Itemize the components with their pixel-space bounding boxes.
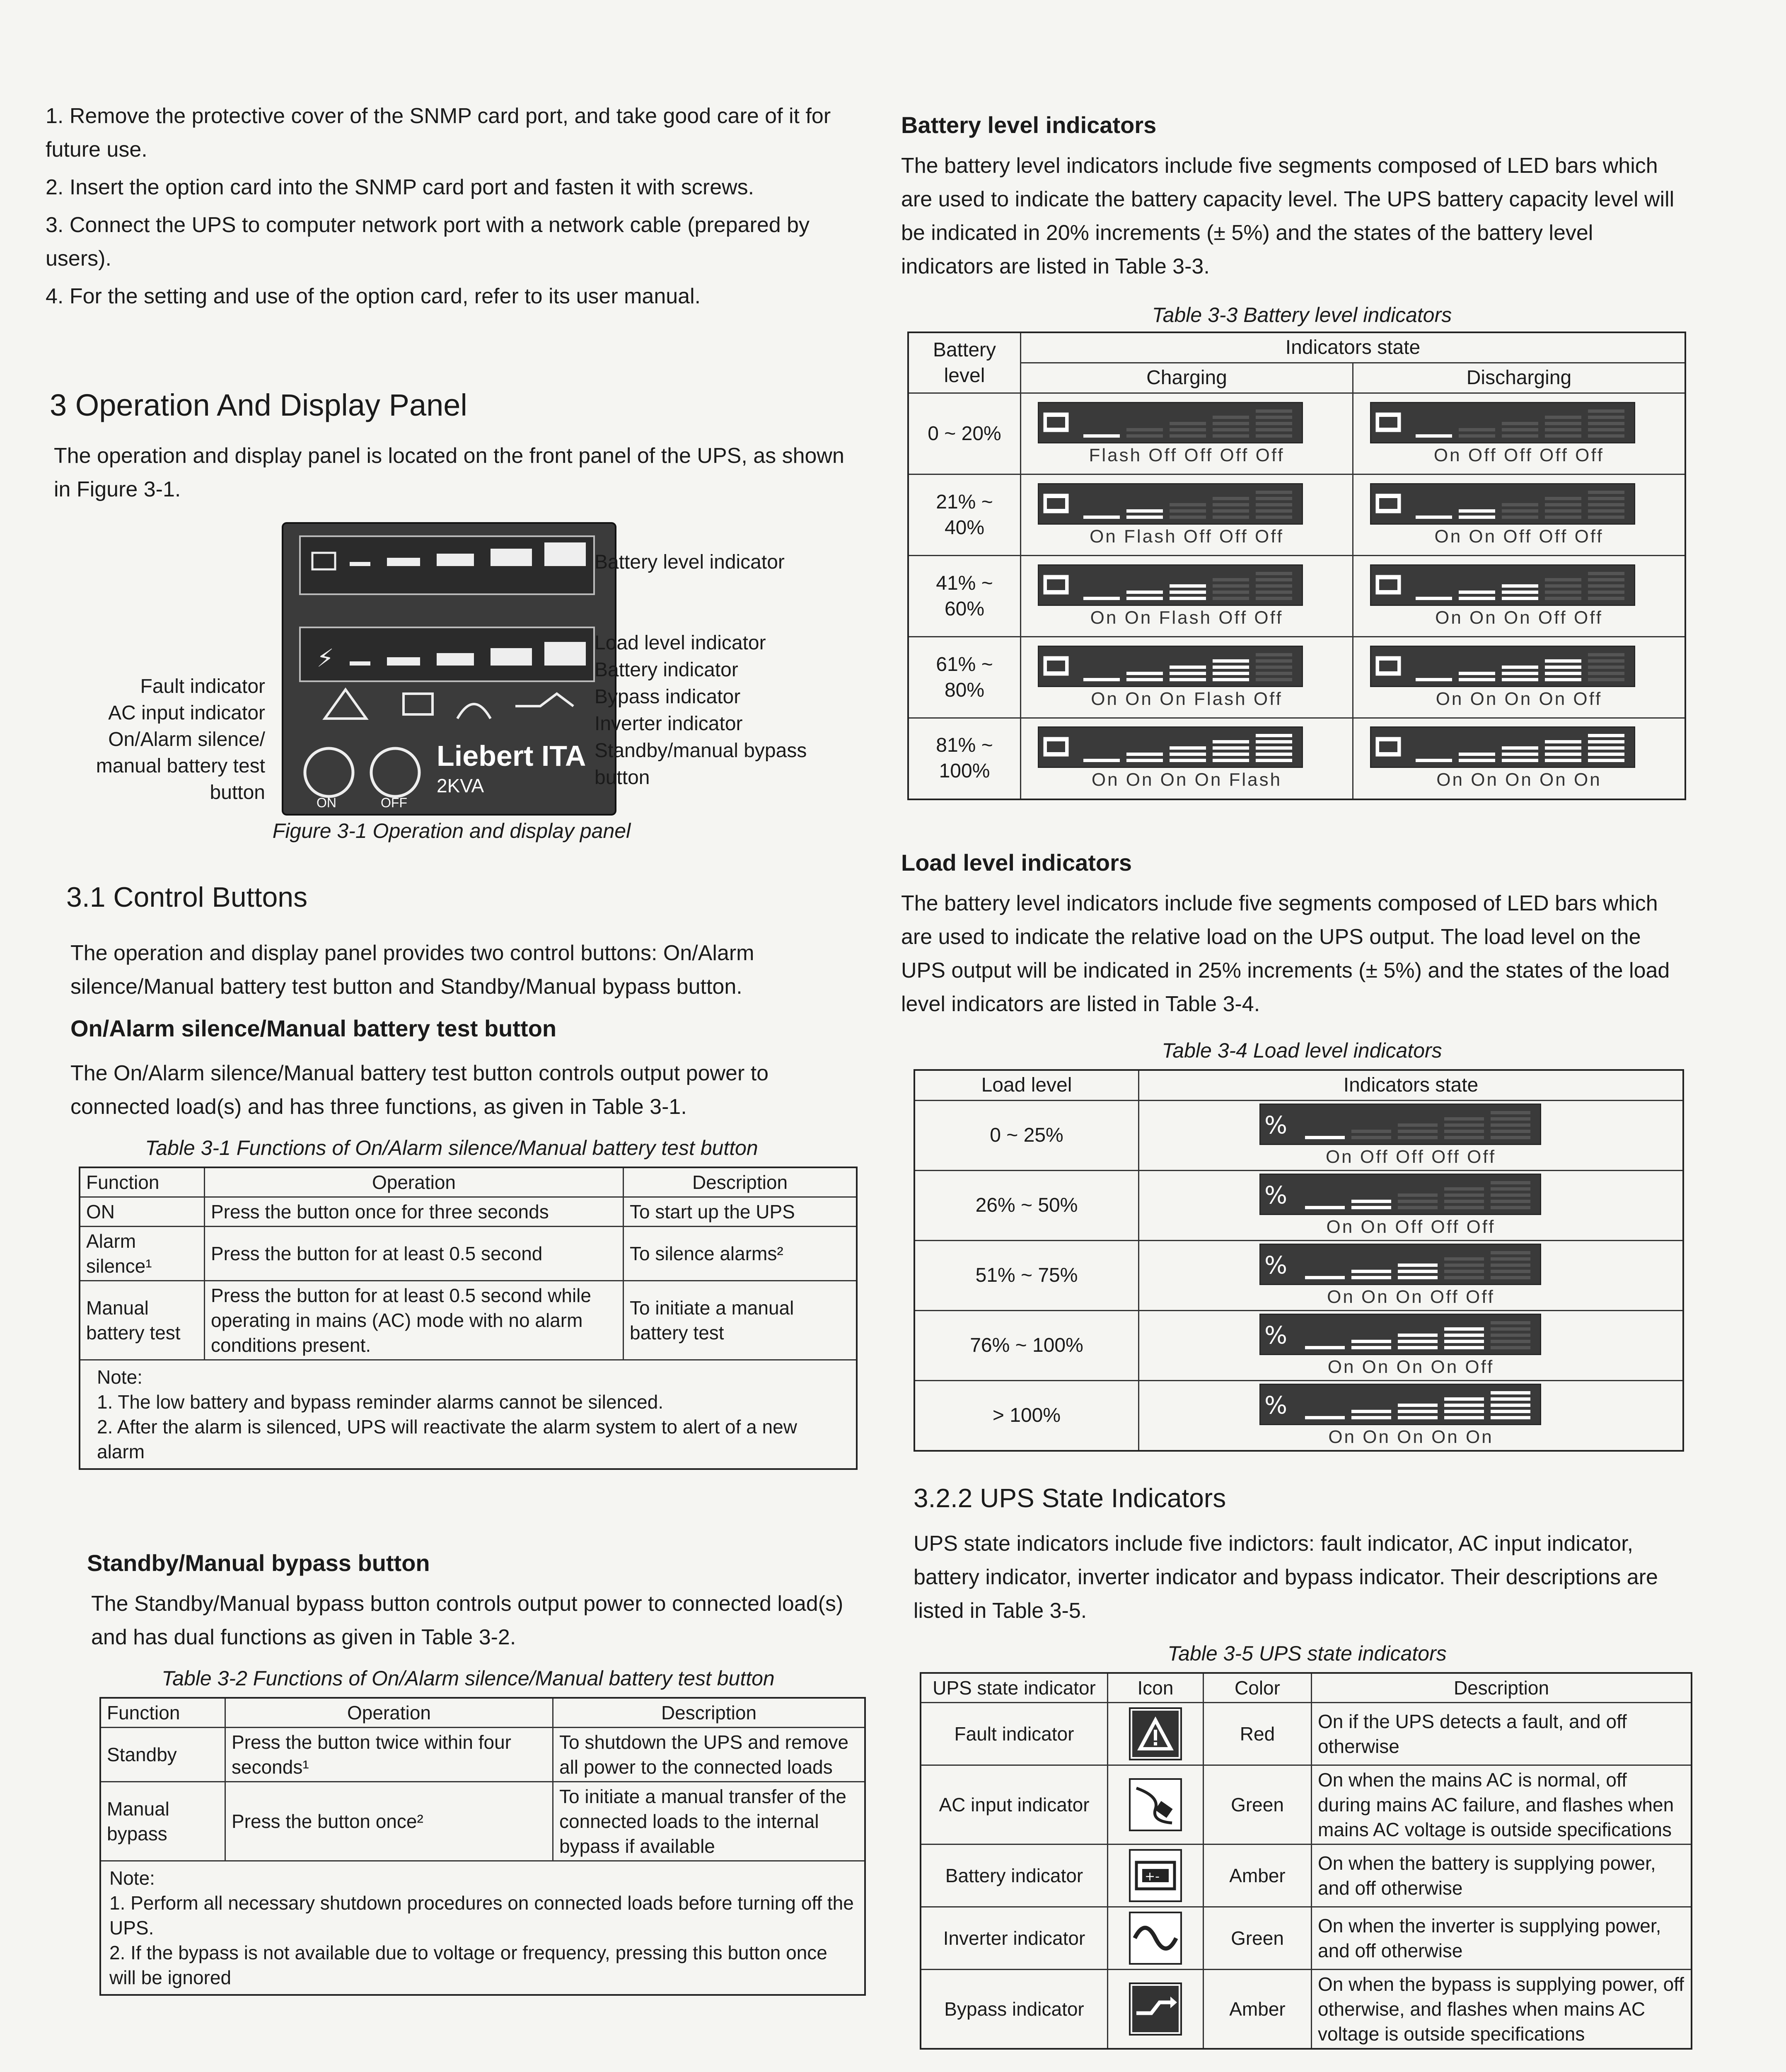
- table-3-2: [99, 1697, 866, 1996]
- t33-header-state: Indicators state: [1021, 332, 1686, 363]
- battery-icon: [1108, 1844, 1204, 1907]
- onalarm-text: The On/Alarm silence/Manual battery test button controls output power to connected load(s) and has three functions, as given in Table 3-1.: [70, 1061, 769, 1119]
- t31-header-function: Function: [80, 1167, 205, 1197]
- label-onalarm-1: On/Alarm silence/: [108, 729, 265, 750]
- t35-indicator-name: AC input indicator: [921, 1765, 1108, 1844]
- table-3-5-caption: Table 3-5 UPS state indicators: [1167, 1642, 1447, 1665]
- table-row: [921, 1844, 1692, 1907]
- t33-discharging-cell: [1353, 637, 1685, 718]
- table-row: [100, 1728, 865, 1782]
- model-label: 2KVA: [437, 775, 484, 796]
- t32-header-description: Description: [553, 1698, 865, 1728]
- battery-level-bars: [1038, 564, 1336, 606]
- on-button-label: ON: [317, 795, 336, 810]
- label-battery-indicator: Battery indicator: [595, 659, 738, 681]
- table-row: [921, 1970, 1692, 2049]
- t32-cell: Manual bypass: [100, 1782, 225, 1861]
- t35-color: Green: [1204, 1907, 1312, 1970]
- left-annotations: [79, 673, 265, 806]
- battery-level-bars: [1038, 402, 1336, 443]
- t31-cell: To start up the UPS: [624, 1197, 857, 1227]
- load-level-text: The battery level indicators include five segments composed of LED bars which are used to indicate the relative load on the UPS output. The load level on the UPS output will be indicated in 25% increments (± 5%) and the states of the load level indicators are listed in Table 3-4.: [901, 891, 1670, 1016]
- svg-text:%: %: [1264, 1181, 1288, 1209]
- brand-logo: Liebert ITA: [437, 740, 586, 772]
- label-load-level: Load level indicator: [595, 632, 766, 654]
- t31-cell: To silence alarms²: [624, 1227, 857, 1281]
- section322-text: UPS state indicators include five indictors: fault indicator, AC input indicator, battery indicator, inverter indicator and bypass indicator. Their descriptions are listed in Table 3-5.: [914, 1532, 1658, 1623]
- table-3-3: [907, 332, 1686, 800]
- t35-color: Amber: [1204, 1844, 1312, 1907]
- t31-note-title: Note:: [97, 1366, 143, 1388]
- battery-level-bars: [1038, 646, 1336, 687]
- t33-discharging-state: On Off Off Off Off: [1433, 445, 1605, 465]
- t34-state: On On On On Off: [1327, 1357, 1494, 1377]
- t35-color: Green: [1204, 1765, 1312, 1844]
- t33-discharging-state: On On On On On: [1436, 770, 1602, 790]
- t31-cell: Alarm silence¹: [80, 1227, 205, 1281]
- battery-level-bars: [1038, 726, 1336, 768]
- t31-cell: Press the button for at least 0.5 second: [205, 1227, 624, 1281]
- step-2: 2. Insert the option card into the SNMP card port and fasten it with screws.: [46, 175, 754, 199]
- table-row: [908, 393, 1685, 474]
- t31-note-2: 2. After the alarm is silenced, UPS will reactivate the alarm system to alert of a new alarm: [97, 1416, 797, 1462]
- t35-indicator-name: Bypass indicator: [921, 1970, 1108, 2049]
- table-row: [908, 718, 1685, 799]
- label-fault-indicator: Fault indicator: [140, 675, 265, 697]
- table-row: [914, 1101, 1683, 1171]
- t35-color: Red: [1204, 1703, 1312, 1765]
- table-row: [921, 1765, 1692, 1844]
- label-inverter-indicator: Inverter indicator: [595, 713, 743, 735]
- step-4: 4. For the setting and use of the option card, refer to its user manual.: [46, 284, 701, 308]
- t32-header-function: Function: [100, 1698, 225, 1728]
- t31-header-description: Description: [624, 1167, 857, 1197]
- battery-level-text: The battery level indicators include five segments composed of LED bars which are used to indicate the battery capacity level. The UPS battery capacity level will be indicated in 20% increments (± 5%) and the states of the battery level indicators are listed in Table 3-3.: [901, 154, 1675, 278]
- t35-description: On if the UPS detects a fault, and off otherwise: [1312, 1703, 1692, 1765]
- t34-state: On Off Off Off Off: [1325, 1147, 1496, 1167]
- table-3-1: [79, 1167, 858, 1470]
- battery-level-title: Battery level indicators: [901, 112, 1157, 138]
- load-level-bars: [1259, 1104, 1562, 1145]
- t33-charging-state: On On On Flash Off: [1091, 688, 1283, 709]
- t33-discharging-cell: [1353, 718, 1685, 799]
- svg-text:%: %: [1264, 1251, 1288, 1279]
- standby-title: Standby/Manual bypass button: [87, 1550, 430, 1576]
- t34-state-cell: [1139, 1311, 1684, 1381]
- t34-state-cell: [1139, 1171, 1684, 1241]
- section3-text: The operation and display panel is located on the front panel of the UPS, as shown in Figure 3-1.: [54, 444, 844, 501]
- t33-charging-cell: [1021, 556, 1353, 637]
- t31-cell: Manual battery test: [80, 1281, 205, 1360]
- t31-cell: To initiate a manual battery test: [624, 1281, 857, 1360]
- t33-charging-cell: [1021, 474, 1353, 556]
- t33-discharging-cell: [1353, 474, 1685, 556]
- off-button-label: OFF: [381, 795, 407, 810]
- table-3-4-caption: Table 3-4 Load level indicators: [1162, 1039, 1442, 1062]
- t32-note-title: Note:: [109, 1867, 155, 1889]
- t34-level: 0 ~ 25%: [914, 1101, 1139, 1171]
- t34-header-level: Load level: [914, 1070, 1139, 1101]
- t32-cell: Press the button once²: [225, 1782, 553, 1861]
- install-steps: [46, 99, 845, 313]
- t31-cell: ON: [80, 1197, 205, 1227]
- ac-plug-icon: [1108, 1765, 1204, 1844]
- table-3-3-caption: Table 3-3 Battery level indicators: [1152, 303, 1452, 327]
- t31-header-operation: Operation: [205, 1167, 624, 1197]
- section31-text: The operation and display panel provides two control buttons: On/Alarm silence/Manual battery test button and Standby/Manual bypass button.: [70, 941, 754, 999]
- t34-level: 76% ~ 100%: [914, 1311, 1139, 1381]
- t34-state: On On On Off Off: [1327, 1287, 1495, 1307]
- display-panel: [282, 522, 616, 816]
- t33-discharging-cell: [1353, 393, 1685, 474]
- battery-level-bars: [1370, 564, 1668, 606]
- t34-header-state: Indicators state: [1139, 1070, 1684, 1101]
- label-standby-bypass: Standby/manual bypass: [595, 740, 807, 762]
- t33-level: 0 ~ 20%: [908, 393, 1021, 474]
- battery-level-bars: [1370, 402, 1668, 443]
- t33-discharging-state: On On Off Off Off: [1434, 526, 1604, 547]
- t34-state: On On Off Off Off: [1326, 1217, 1496, 1237]
- section3-title: 3 Operation And Display Panel: [50, 388, 467, 422]
- table-row: [914, 1381, 1683, 1451]
- t33-header-discharging: Discharging: [1353, 363, 1685, 393]
- battery-level-bars: [1370, 646, 1668, 687]
- t35-description: On when the bypass is supplying power, off otherwise, and flashes when mains AC voltage is outside specifications: [1312, 1970, 1692, 2049]
- svg-text:%: %: [1264, 1321, 1288, 1349]
- t34-level: 26% ~ 50%: [914, 1171, 1139, 1241]
- load-level-bars: [1259, 1174, 1562, 1215]
- table-row: [80, 1227, 857, 1281]
- table-3-2-caption: Table 3-2 Functions of On/Alarm silence/Manual battery test button: [162, 1667, 775, 1690]
- t33-charging-state: On Flash Off Off Off: [1090, 526, 1284, 547]
- t33-header-level: Battery level: [908, 332, 1021, 393]
- load-level-bars: [1259, 1314, 1562, 1355]
- label-onalarm-2: manual battery test: [96, 755, 265, 777]
- t31-notes: [80, 1360, 857, 1469]
- t32-cell: Press the button twice within four seconds¹: [225, 1728, 553, 1782]
- table-row: [80, 1281, 857, 1360]
- t33-level: 21% ~ 40%: [908, 474, 1021, 556]
- step-1: 1. Remove the protective cover of the SNMP card port, and take good care of it for future use.: [46, 104, 831, 162]
- t34-state: On On On On On: [1328, 1427, 1494, 1447]
- table-row: [914, 1311, 1683, 1381]
- t32-cell: To initiate a manual transfer of the connected loads to the internal bypass if available: [553, 1782, 865, 1861]
- battery-level-bars: [1370, 483, 1668, 525]
- table-row: [921, 1907, 1692, 1970]
- onalarm-title: On/Alarm silence/Manual battery test button: [70, 1015, 557, 1041]
- t33-discharging-cell: [1353, 556, 1685, 637]
- t33-charging-cell: [1021, 718, 1353, 799]
- t33-charging-state: On On Flash Off Off: [1090, 607, 1283, 628]
- t34-state-cell: [1139, 1101, 1684, 1171]
- t33-level: 61% ~ 80%: [908, 637, 1021, 718]
- t34-level: > 100%: [914, 1381, 1139, 1451]
- t33-charging-cell: [1021, 393, 1353, 474]
- t35-indicator-name: Fault indicator: [921, 1703, 1108, 1765]
- battery-level-bars: [1038, 483, 1336, 525]
- table-row: [80, 1197, 857, 1227]
- t33-level: 81% ~ 100%: [908, 718, 1021, 799]
- t31-note-1: 1. The low battery and bypass reminder alarms cannot be silenced.: [97, 1391, 664, 1413]
- t33-header-charging: Charging: [1021, 363, 1353, 393]
- svg-text:%: %: [1264, 1391, 1288, 1419]
- table-3-1-caption: Table 3-1 Functions of On/Alarm silence/Manual battery test button: [145, 1136, 758, 1159]
- battery-level-bars: [1370, 726, 1668, 768]
- bypass-arrow-icon: [1108, 1970, 1204, 2049]
- t34-level: 51% ~ 75%: [914, 1241, 1139, 1311]
- t35-indicator-name: Inverter indicator: [921, 1907, 1108, 1970]
- t35-description: On when the inverter is supplying power, and off otherwise: [1312, 1907, 1692, 1970]
- t33-discharging-state: On On On Off Off: [1435, 607, 1603, 628]
- t35-indicator-name: Battery indicator: [921, 1844, 1108, 1907]
- t32-header-operation: Operation: [225, 1698, 553, 1728]
- sine-wave-icon: [1108, 1907, 1204, 1970]
- t35-description: On when the battery is supplying power, and off otherwise: [1312, 1844, 1692, 1907]
- label-standby-button: button: [595, 767, 650, 789]
- load-level-title: Load level indicators: [901, 850, 1132, 876]
- t35-description: On when the mains AC is normal, off during mains AC failure, and flashes when mains AC voltage is outside specifications: [1312, 1765, 1692, 1844]
- t34-state-cell: [1139, 1381, 1684, 1451]
- section322-title: 3.2.2 UPS State Indicators: [914, 1483, 1226, 1513]
- t35-header-indicator: UPS state indicator: [921, 1673, 1108, 1703]
- t32-note-1: 1. Perform all necessary shutdown procedures on connected loads before turning off the UPS.: [109, 1892, 854, 1939]
- t31-cell: Press the button once for three seconds: [205, 1197, 624, 1227]
- svg-text:%: %: [1264, 1111, 1288, 1139]
- table-row: [914, 1241, 1683, 1311]
- label-battery-level: Battery level indicator: [595, 551, 785, 573]
- table-row: [100, 1782, 865, 1861]
- label-onalarm-3: button: [210, 782, 265, 804]
- t32-cell: Standby: [100, 1728, 225, 1782]
- t35-color: Amber: [1204, 1970, 1312, 2049]
- table-row: [908, 637, 1685, 718]
- t33-charging-state: Flash Off Off Off Off: [1089, 445, 1285, 465]
- section31-title: 3.1 Control Buttons: [66, 881, 308, 913]
- table-row: [908, 474, 1685, 556]
- load-level-bars: [1259, 1384, 1562, 1425]
- standby-text: The Standby/Manual bypass button controls output power to connected load(s) and has dual functions as given in Table 3-2.: [91, 1592, 843, 1649]
- table-row: [921, 1703, 1692, 1765]
- table-3-5: [920, 1672, 1692, 2050]
- t35-header-icon: Icon: [1108, 1673, 1204, 1703]
- t32-note-2: 2. If the bypass is not available due to voltage or frequency, pressing this button once will be ignored: [109, 1942, 827, 1988]
- t35-header-description: Description: [1312, 1673, 1692, 1703]
- label-ac-input: AC input indicator: [108, 702, 265, 724]
- figure-3-1: [46, 522, 858, 842]
- table-row: [908, 556, 1685, 637]
- load-level-bars: [1259, 1244, 1562, 1285]
- t33-charging-state: On On On On Flash: [1091, 770, 1282, 790]
- table-3-4: [914, 1069, 1684, 1452]
- t31-cell: Press the button for at least 0.5 second while operating in mains (AC) mode with no alarm conditions present.: [205, 1281, 624, 1360]
- step-3: 3. Connect the UPS to computer network port with a network cable (prepared by users).: [46, 213, 810, 271]
- t32-notes: [100, 1861, 865, 1995]
- figure-3-1-caption: Figure 3-1 Operation and display panel: [272, 819, 631, 842]
- svg-text:+-: +-: [1145, 1869, 1160, 1884]
- label-bypass-indicator: Bypass indicator: [595, 686, 741, 708]
- t34-state-cell: [1139, 1241, 1684, 1311]
- table-row: [914, 1171, 1683, 1241]
- t33-charging-cell: [1021, 637, 1353, 718]
- t33-level: 41% ~ 60%: [908, 556, 1021, 637]
- t35-header-color: Color: [1204, 1673, 1312, 1703]
- svg-text:⚡: ⚡: [317, 644, 334, 673]
- warning-triangle-icon: [1108, 1703, 1204, 1765]
- t32-cell: To shutdown the UPS and remove all power to the connected loads: [553, 1728, 865, 1782]
- t33-discharging-state: On On On On Off: [1436, 688, 1602, 709]
